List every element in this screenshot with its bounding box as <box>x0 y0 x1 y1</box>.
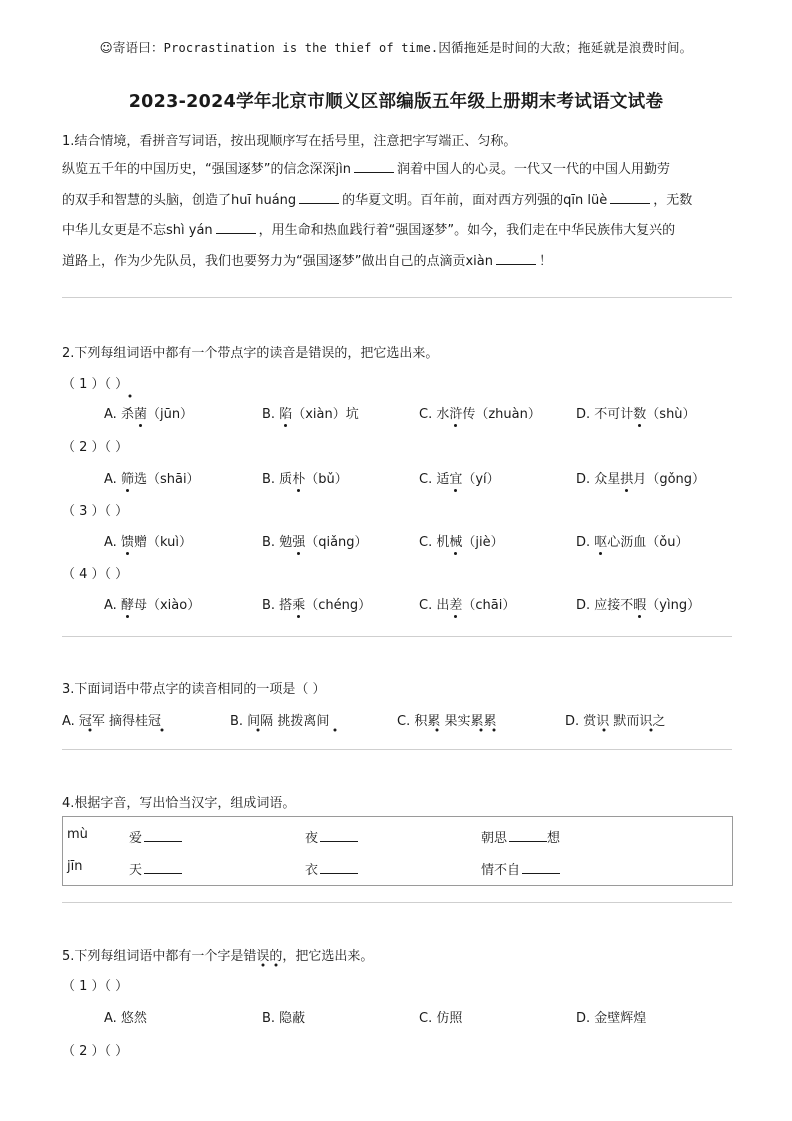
q2-g3-option-c[interactable]: C. 机械（jiè） <box>419 531 504 550</box>
page-title: 2023-2024学年北京市顺义区部编版五年级上册期末考试语文试卷 <box>128 92 664 112</box>
divider <box>62 297 732 298</box>
q4-table <box>62 816 733 886</box>
q2-g4-option-b[interactable]: B. 搭乘（chéng） <box>262 594 371 613</box>
q2-g1-option-b[interactable]: B. 陷（xiàn）坑 <box>262 403 359 422</box>
q3-option-b[interactable]: B. 间隔 挑拨离间 <box>230 714 330 729</box>
q2-group-3-label: （ 3 ）（ ） <box>62 504 129 519</box>
divider <box>62 636 732 637</box>
q2-group-4-label: （ 4 ）（ ） <box>62 567 129 582</box>
q5-g1-option-b[interactable]: B. 隐蔽 <box>262 1011 306 1026</box>
header-motto <box>0 38 792 56</box>
q1-line-1: 纵览五千年的中国历史，“强国逐梦”的信念深深jìn 润着中国人的心灵。一代又一代的中国人用勤劳 <box>62 155 734 186</box>
q2-g3-option-b[interactable]: B. 勉强（qiǎng） <box>262 531 368 550</box>
q2-g1-option-c[interactable]: C. 水浒传（zhuàn） <box>419 403 541 422</box>
q4-cell-2-2[interactable]: 衣 <box>305 859 358 878</box>
q2-g3-option-a[interactable]: A. 馈赠（kuì） <box>104 531 192 550</box>
q2-g2-option-a[interactable]: A. 筛选（shāi） <box>104 468 200 487</box>
q4-cell-2-1[interactable]: 天 <box>129 859 182 878</box>
q2-g3-option-d[interactable]: D. 呕心沥血（ǒu） <box>576 531 689 550</box>
motto-english: Procrastination is the thief of time. <box>163 41 439 55</box>
q5-stem: 5.下列每组词语中都有一个字是错误的，把它选出来。 <box>62 949 374 964</box>
q3-option-a[interactable]: A. 冠军 摘得桂冠 <box>62 714 162 729</box>
q3-option-c[interactable]: C. 积累 果实累累 <box>397 714 497 729</box>
q2-g4-option-c[interactable]: C. 出差（chāi） <box>419 594 515 613</box>
q5-g1-option-c[interactable]: C. 仿照 <box>419 1011 463 1026</box>
q2-g2-option-c[interactable]: C. 适宜（yí） <box>419 468 500 487</box>
q1-passage <box>62 155 734 277</box>
q4-stem: 4.根据字音，写出恰当汉字，组成词语。 <box>62 796 296 811</box>
q3-stem: 3.下面词语中带点字的读音相同的一项是（ ） <box>62 682 326 697</box>
answer-blank[interactable] <box>299 189 339 204</box>
answer-blank[interactable] <box>216 219 256 234</box>
q5-group-2-label: （ 2 ）（ ） <box>62 1044 129 1059</box>
q4-cell-1-3[interactable]: 朝思 想 <box>481 827 560 846</box>
q1-line-3: 中华儿女更是不忘shì yán ，用生命和热血践行着“强国逐梦”。如今，我们走在中华民族伟大复兴的 <box>62 216 734 247</box>
motto-chinese: 因循拖延是时间的大敌；拖延就是浪费时间。 <box>438 40 693 55</box>
q4-pinyin-1: mù <box>67 827 88 842</box>
q2-g4-option-a[interactable]: A. 酵母（xiào） <box>104 594 200 613</box>
q2-g4-option-d[interactable]: D. 应接不暇（yìng） <box>576 594 700 613</box>
q5-g1-option-d[interactable]: D. 金壁辉煌 <box>576 1011 647 1026</box>
q2-group-1-label: （ 1 ）（ ） <box>62 377 129 392</box>
divider <box>62 749 732 750</box>
q2-g2-option-d[interactable]: D. 众星拱月（gǒng） <box>576 468 705 487</box>
q2-g2-option-b[interactable]: B. 质朴（bǔ） <box>262 468 348 487</box>
q2-group-2-label: （ 2 ）（ ） <box>62 440 129 455</box>
q3-option-d[interactable]: D. 赏识 默而识之 <box>565 714 666 729</box>
q5-group-1-label: （ 1 ）（ ） <box>62 979 129 994</box>
divider <box>62 902 732 903</box>
q2-g1-option-a[interactable]: A. 杀菌（jūn） <box>104 403 193 422</box>
q2-stem: 2.下列每组词语中都有一个带点字的读音是错误的，把它选出来。 <box>62 346 439 361</box>
q4-pinyin-2: jīn <box>67 859 83 874</box>
answer-blank[interactable] <box>354 158 394 173</box>
answer-blank[interactable] <box>610 189 650 204</box>
q4-cell-1-2[interactable]: 夜 <box>305 827 358 846</box>
q1-stem: 1.结合情境，看拼音写词语，按出现顺序写在括号里，注意把字写端正、匀称。 <box>62 134 517 149</box>
q5-g1-option-a[interactable]: A. 悠然 <box>104 1011 147 1026</box>
q1-line-4: 道路上，作为少先队员，我们也要努力为“强国逐梦”做出自己的点滴贡xiàn ！ <box>62 247 734 278</box>
answer-blank[interactable] <box>496 250 536 265</box>
q4-cell-2-3[interactable]: 情不自 <box>481 859 560 878</box>
motto-prefix: ☺寄语曰： <box>99 40 164 55</box>
q2-g1-option-d[interactable]: D. 不可计数（shù） <box>576 403 696 422</box>
q1-line-2: 的双手和智慧的头脑，创造了huī huáng 的华夏文明。百年前，面对西方列强的qīn lüè ，无数 <box>62 186 734 217</box>
q4-cell-1-1[interactable]: 爱 <box>129 827 182 846</box>
